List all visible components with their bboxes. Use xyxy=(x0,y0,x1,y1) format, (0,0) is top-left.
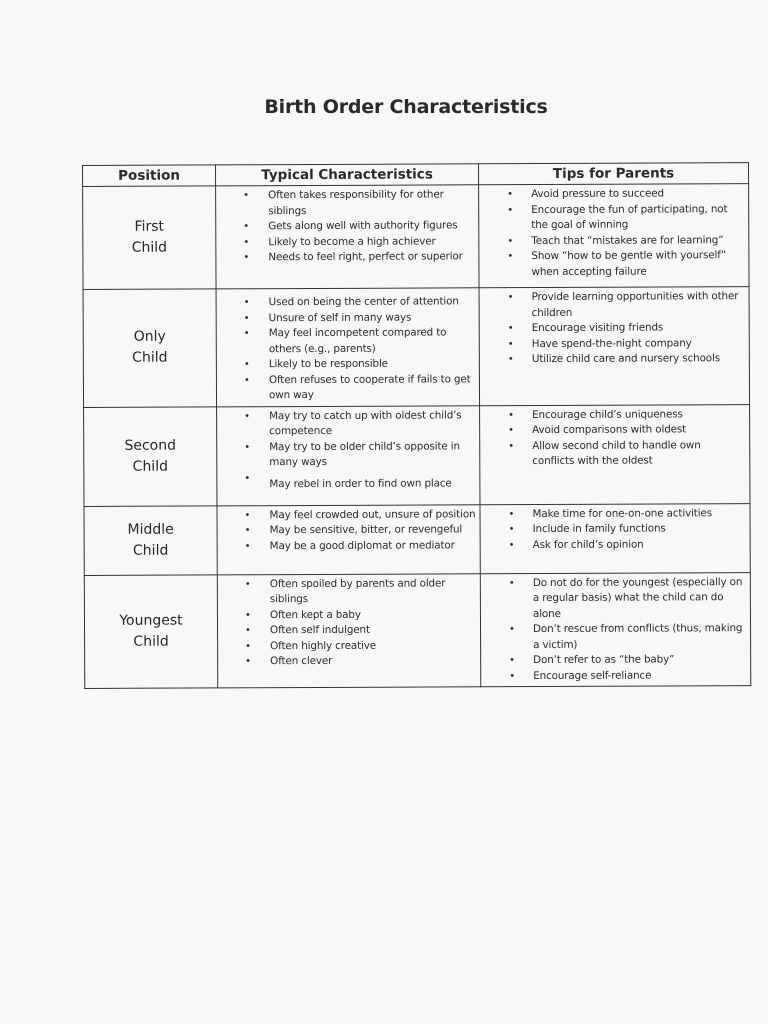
list-item: • Don’t rescue from conflicts (thus, making a victim) xyxy=(481,621,746,653)
header-position: Position xyxy=(83,165,216,187)
position-label: Child xyxy=(131,239,168,256)
table-header-row xyxy=(83,163,749,187)
table-row-only-child xyxy=(83,287,750,407)
position-cell xyxy=(83,186,216,290)
list-item: • Gets along well with authority figures xyxy=(216,218,474,235)
list-item: • Ask for child’s opinion xyxy=(481,537,746,554)
list-item: • Don’t refer to as “the baby” xyxy=(481,652,746,669)
position-label: Youngest xyxy=(119,612,183,629)
tips-list xyxy=(480,504,749,556)
table-row-middle-child xyxy=(84,503,750,575)
list-item: • Unsure of self in many ways xyxy=(217,310,475,327)
position-cell xyxy=(84,406,217,506)
characteristics-cell xyxy=(216,185,479,289)
position-label: Child xyxy=(133,633,169,650)
list-item: • Show “how to be gentle with yourself” when accepting failure xyxy=(479,248,744,280)
list-item: • May feel crowded out, unsure of position xyxy=(217,507,475,524)
list-item: • Make time for one-on-one activities xyxy=(480,506,745,523)
birth-order-table-wrapper xyxy=(82,162,750,689)
list-item: • Encourage child’s uniqueness xyxy=(480,407,745,424)
header-characteristics: Typical Characteristics xyxy=(216,164,479,186)
list-item: • Likely to be responsible xyxy=(217,356,475,373)
table-row-youngest-child xyxy=(84,572,750,688)
list-item: • Have spend-the-night company xyxy=(480,336,745,353)
list-item: • Often takes responsibility for other siblings xyxy=(216,187,474,219)
tips-cell xyxy=(479,287,750,406)
list-item: • Do not do for the youngest (especially on a regular basis) what the child can do alone xyxy=(481,575,746,623)
list-item: • May try to catch up with oldest child’s competence xyxy=(217,408,475,440)
tips-cell xyxy=(480,572,750,687)
list-item: • May be sensitive, bitter, or revengeful xyxy=(218,522,476,539)
list-item: • Often highly creative xyxy=(218,638,476,655)
characteristics-cell xyxy=(216,288,480,407)
characteristics-cell xyxy=(217,573,480,688)
list-item: • Likely to become a high achiever xyxy=(216,234,474,251)
list-item: • May feel incompetent compared to others (e.g., parents) xyxy=(217,325,475,357)
list-item: • Avoid pressure to succeed xyxy=(479,186,744,203)
position-cell xyxy=(84,505,217,575)
position-label: Middle xyxy=(127,521,174,538)
birth-order-table xyxy=(82,162,751,689)
position-label: Only xyxy=(133,328,166,346)
list-item: • May be a good diplomat or mediator xyxy=(218,538,476,555)
tips-cell xyxy=(479,184,749,288)
list-item: • Encourage visiting friends xyxy=(480,320,745,337)
list-item: • Allow second child to handle own conflicts with the oldest xyxy=(480,438,745,470)
header-tips: Tips for Parents xyxy=(478,163,748,185)
characteristics-list xyxy=(217,288,480,406)
position-label: Child xyxy=(132,542,169,559)
characteristics-list xyxy=(218,574,480,672)
table-row-second-child xyxy=(84,404,750,506)
tips-cell xyxy=(480,404,750,504)
list-item: • May try to be older child’s opposite in many ways xyxy=(217,439,475,471)
characteristics-list xyxy=(217,505,479,557)
list-item: • Provide learning opportunities with other children xyxy=(480,289,745,321)
list-item: • Often self indulgent xyxy=(218,622,476,639)
list-item: • Often refuses to cooperate if fails to get own way xyxy=(217,372,475,404)
list-item: • Teach that “mistakes are for learning” xyxy=(479,233,744,250)
list-item: • Often spoiled by parents and older siblings xyxy=(218,576,476,608)
position-label: Second xyxy=(124,437,177,454)
tips-list xyxy=(481,573,750,687)
tips-list xyxy=(479,184,748,282)
list-item: • Often kept a baby xyxy=(218,607,476,624)
characteristics-list xyxy=(216,185,478,268)
position-label: First xyxy=(134,218,165,235)
table-row-first-child xyxy=(83,184,749,290)
tips-cell xyxy=(480,503,750,573)
tips-list xyxy=(480,405,749,472)
list-item: • Utilize child care and nursery schools xyxy=(480,351,745,368)
list-item: • Often clever xyxy=(218,653,476,670)
list-item: • Used on being the center of attention xyxy=(217,294,475,311)
position-label: Child xyxy=(132,458,169,475)
position-cell xyxy=(83,289,217,407)
list-item: • Encourage self-reliance xyxy=(481,668,746,685)
characteristics-list xyxy=(217,406,479,495)
tips-list xyxy=(480,287,749,370)
position-cell xyxy=(84,574,217,688)
characteristics-cell xyxy=(217,504,480,574)
list-item: • Needs to feel right, perfect or superior xyxy=(216,249,474,266)
list-item: • Encourage the fun of participating, not the goal of winning xyxy=(479,202,744,234)
list-item: • May rebel in order to find own place xyxy=(217,470,475,493)
list-item: • Avoid comparisons with oldest xyxy=(480,422,745,439)
page-title: Birth Order Characteristics xyxy=(264,96,548,118)
list-item: • Include in family functions xyxy=(481,521,746,538)
position-label: Child xyxy=(132,349,168,367)
characteristics-cell xyxy=(217,405,480,505)
